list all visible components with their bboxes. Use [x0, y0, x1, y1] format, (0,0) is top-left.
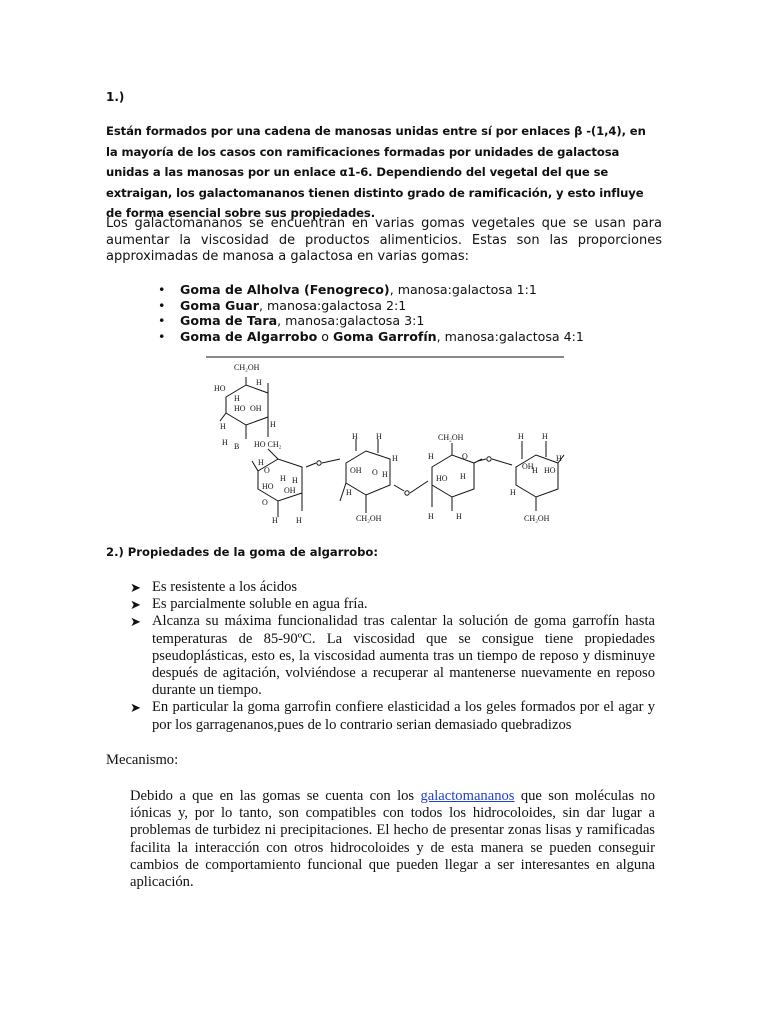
mechanism-title: Mecanismo:	[106, 752, 179, 768]
atom-label: H	[280, 474, 286, 483]
property-text: Es resistente a los ácidos	[152, 579, 298, 595]
property-text: Es parcialmente soluble en agua fría.	[152, 596, 368, 613]
atom-label: H	[272, 516, 278, 525]
gum-name: Goma Guar	[180, 297, 260, 313]
mechanism-text-before: Debido a que en las gomas se cuenta con los	[130, 788, 421, 804]
gum-ratio: , manosa:galactosa 2:1	[259, 297, 407, 313]
atom-label: H	[460, 472, 466, 481]
atom-label: O	[462, 452, 468, 461]
atom-label: H	[296, 516, 302, 525]
atom-label: H	[532, 466, 538, 475]
gum-list-item	[158, 329, 584, 345]
gum-ratio: , manosa:galactosa 4:1	[436, 328, 584, 344]
atom-label: H	[428, 512, 434, 521]
formula-label: CH₂OH	[356, 514, 382, 523]
mannose-ring	[516, 441, 564, 511]
intro-paragraph-bold: Están formados por una cadena de manosas unidas entre sí por enlaces β -(1,4), en la mayoría de los casos con ramificaciones formadas por unidades de galactosa unidas a las manosas por un enlace α1-6. Dependiendo del vegetal del que se extraigan, los galactomananos tienen distinto grado de ramificación, y esto influye de forma esencial sobre sus propiedades.	[106, 124, 646, 220]
atom-label: H	[456, 512, 462, 521]
glycosidic-bond	[410, 481, 428, 493]
gum-name: Goma de Alholva (Fenogreco)	[180, 282, 390, 297]
property-text: En particular la goma garrofin confiere elasticidad a los geles formados por el agar y por los garragenanos,pues de lo contrario serian demasiado quebradizos	[152, 699, 655, 733]
oxygen-bridge	[317, 461, 321, 465]
atom-label: HO	[214, 384, 226, 393]
atom-label: H	[428, 452, 434, 461]
glycosidic-bond	[492, 459, 512, 465]
atom-label: HO	[544, 466, 556, 475]
intro-paragraph-gums: Los galactomananos se encuentran en varias gomas vegetales que se usan para aumentar la viscosidad de productos alimenticios. Estas son las proporciones approximadas de manosa a galactosa en varias gomas:	[106, 216, 662, 264]
atom-label: H	[376, 432, 382, 441]
gum-list-item	[158, 313, 584, 329]
galactomananos-link[interactable]: galactomananos	[420, 788, 515, 804]
mechanism-paragraph	[130, 788, 655, 891]
gum-list-item	[158, 282, 584, 298]
atom-label: H	[382, 470, 388, 479]
formula-label: CH₂OH	[438, 433, 464, 442]
atom-label: H	[256, 378, 262, 387]
atom-label: H	[220, 422, 226, 431]
formula-label: CH₂OH	[524, 514, 550, 523]
atom-label: B	[234, 442, 240, 451]
gum-list	[158, 282, 584, 344]
atom-label: O	[372, 468, 378, 477]
atom-label: H	[542, 432, 548, 441]
atom-label: H	[346, 488, 352, 497]
property-item	[130, 579, 655, 596]
property-item	[130, 613, 655, 699]
glycosidic-bond	[322, 459, 340, 463]
atom-label: H	[556, 454, 562, 463]
arrow-bullet-icon: ➤	[130, 614, 141, 630]
atom-label: OH	[284, 486, 296, 495]
atom-label: H	[270, 420, 276, 429]
property-item	[130, 699, 655, 733]
atom-label: H	[392, 454, 398, 463]
formula-label: CH₂OH	[234, 363, 260, 372]
bullet-icon: •	[158, 328, 166, 344]
galactomannan-structure-diagram	[206, 355, 566, 530]
atom-label: H	[510, 488, 516, 497]
arrow-bullet-icon: ➤	[130, 700, 141, 716]
atom-label: H	[518, 432, 524, 441]
atom-label: H	[234, 394, 240, 403]
mechanism-text-after: que son moléculas no iónicas y, por lo tanto, son compatibles con todos los hidrocoloides, sin dar lugar a problemas de turbidez ni precipitaciones. El hecho de presentar zonas lisas y ramificadas facilita la interacción con otros hidrocoloides y de esta manera se pueden conseguir cambios de comportamiento funcional que pueden llegar a ser interesantes en alguna aplicación.	[130, 788, 655, 891]
section-1-number: 1.)	[106, 90, 125, 104]
atom-label: O	[264, 466, 270, 475]
oxygen-bridge	[487, 457, 491, 461]
atom-label: HO	[436, 474, 448, 483]
arrow-bullet-icon: ➤	[130, 597, 141, 613]
gum-ratio: , manosa:galactosa 3:1	[277, 313, 425, 328]
arrow-bullet-icon: ➤	[130, 580, 141, 595]
section-2-heading: 2.) Propiedades de la goma de algarrobo:	[106, 545, 379, 559]
atom-label: H	[258, 458, 264, 467]
atom-label: OH	[522, 462, 534, 471]
glycosidic-bond	[394, 485, 404, 491]
formula-label: HO CH₂	[254, 440, 282, 449]
properties-list	[130, 579, 655, 734]
oxygen-bridge	[405, 491, 409, 495]
atom-label: O	[262, 498, 268, 507]
gum-list-item	[158, 298, 584, 314]
bullet-icon: •	[158, 297, 166, 313]
atom-label: H	[292, 476, 298, 485]
bullet-icon: •	[158, 313, 166, 328]
atom-label: HO	[262, 482, 274, 491]
atom-label: H	[222, 438, 228, 447]
bullet-icon: •	[158, 282, 166, 297]
atom-label: OH	[250, 404, 262, 413]
gum-name-alt: Goma Garrofín	[332, 328, 437, 344]
gum-name: Goma de Algarrobo	[180, 328, 318, 344]
atom-label: HO	[234, 404, 246, 413]
property-text: Alcanza su máxima funcionalidad tras calentar la solución de goma garrofín hasta temperaturas de 85-90ºC. La viscosidad que se consigue tiene propiedades pseudoplásticas, esto es, la viscosidad aumenta tras un tiempo de reposo y disminuye después de agitación, volviéndose a recuperar al mantenerse nuevamente en reposo durante un tiempo.	[152, 613, 655, 699]
atom-label: H	[352, 432, 358, 441]
gum-ratio: , manosa:galactosa 1:1	[389, 282, 537, 297]
gum-name: Goma de Tara	[180, 313, 278, 328]
glycosidic-bond	[306, 463, 316, 467]
property-item	[130, 596, 655, 613]
atom-label: OH	[350, 466, 362, 475]
gum-connector: o	[317, 328, 333, 344]
